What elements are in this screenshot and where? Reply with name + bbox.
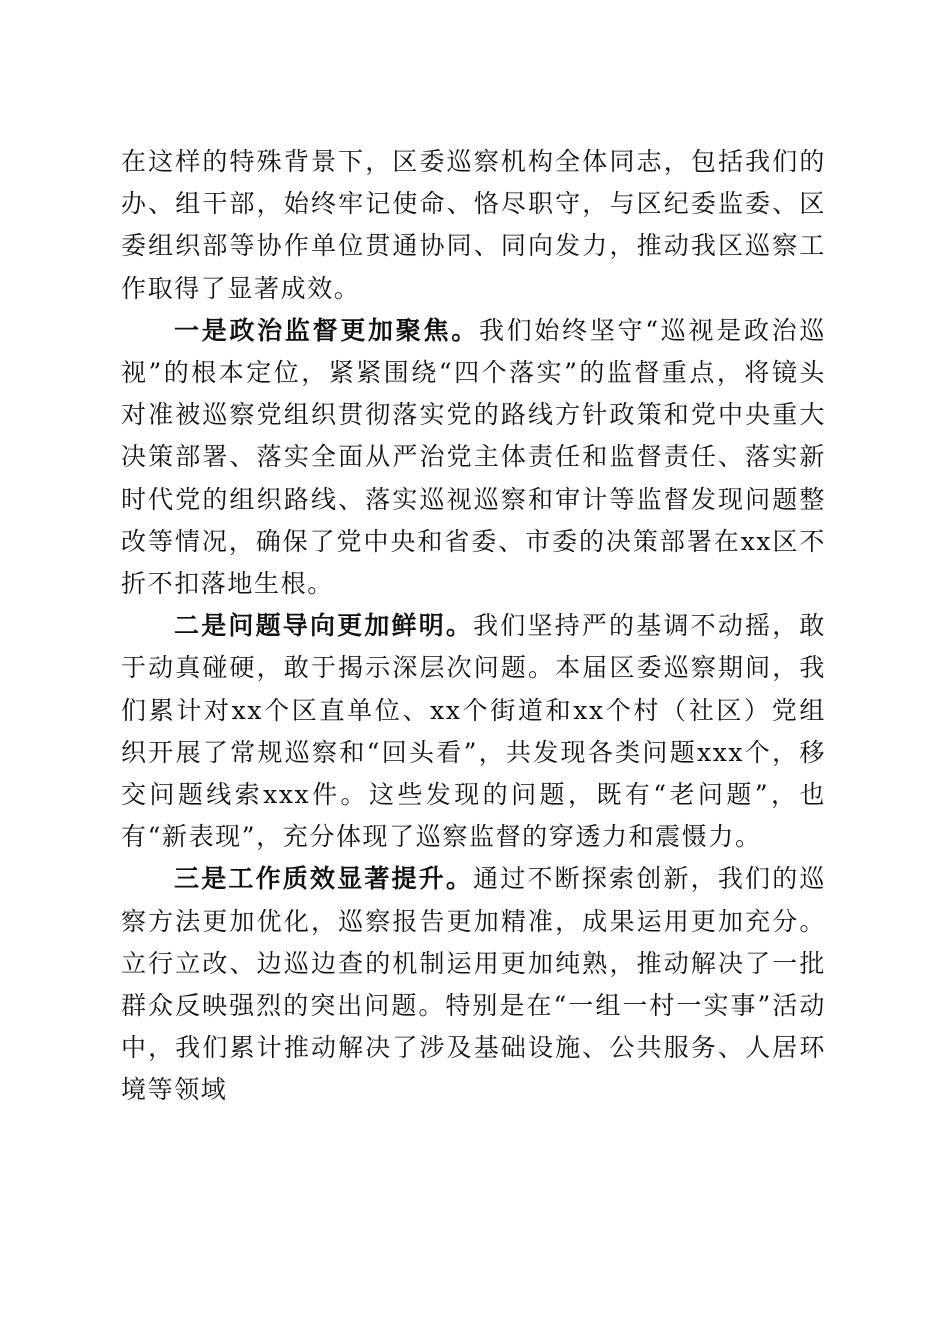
paragraph-text: 在这样的特殊背景下，区委巡察机构全体同志，包括我们的办、组干部，始终牢记使命、恪尽职守，与区纪委监委、区委组织部等协作单位贯通协同、同向发力，推动我区巡察工作取得了显著成效。 xyxy=(121,147,826,303)
document-body xyxy=(121,141,826,1112)
paragraph-text: 我们坚持严的基调不动摇，敢于动真碰硬，敢于揭示深层次问题。本届区委巡察期间，我们累计对xx个区直单位、xx个街道和xx个村（社区）党组织开展了常规巡察和“回头看”，共发现各类问题xxx个，移交问题线索xxx件。这些发现的问题，既有“老问题”，也有“新表现”，充分体现了巡察监督的穿透力和震慑力。 xyxy=(121,611,826,852)
paragraph-lead: 二是问题导向更加鲜明。 xyxy=(174,611,474,641)
paragraph-text: 我们始终坚守“巡视是政治巡视”的根本定位，紧紧围绕“四个落实”的监督重点，将镜头对准被巡察党组织贯彻落实党的路线方针政策和党中央重大决策部署、落实全面从严治党主体责任和监督责任、落实新时代党的组织路线、落实巡视巡察和审计等监督发现问题整改等情况，确保了党中央和省委、市委的决策部署在xx区不折不扣落地生根。 xyxy=(121,315,826,599)
paragraph-lead: 三是工作质效显著提升。 xyxy=(174,864,474,894)
paragraph-text: 通过不断探索创新，我们的巡察方法更加优化，巡察报告更加精准，成果运用更加充分。立行立改、边巡边查的机制运用更加纯熟，推动解决了一批群众反映强烈的突出问题。特别是在“一组一村一实事”活动中，我们累计推动解决了涉及基础设施、公共服务、人居环境等领域 xyxy=(121,864,826,1105)
paragraph-work-quality xyxy=(121,858,826,1111)
paragraph-intro xyxy=(121,141,826,310)
paragraph-political-supervision xyxy=(121,310,826,605)
paragraph-problem-orientation xyxy=(121,605,826,858)
paragraph-lead: 一是政治监督更加聚焦。 xyxy=(174,315,479,345)
